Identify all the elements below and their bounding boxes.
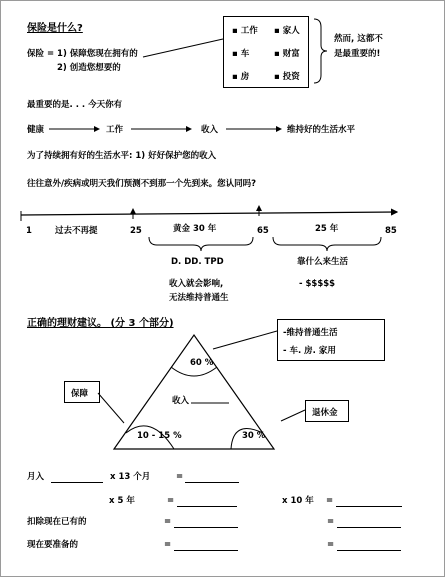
- retirement-years-brace: [273, 237, 381, 251]
- calc-eq-6: =: [164, 540, 172, 550]
- asset-wealth: 财富: [282, 49, 300, 59]
- calc-eq-7: =: [327, 540, 335, 550]
- calc-x10: x 10 年: [282, 496, 314, 506]
- protection-label: 保障: [71, 389, 89, 399]
- retirement-label: 退休金: [312, 408, 338, 418]
- chain-health: 健康: [27, 125, 45, 135]
- calc-eq-1: =: [176, 472, 184, 482]
- accident-text: 往往意外/疾病或明天我们预测不到那一个先到来。您认同吗?: [27, 179, 257, 189]
- calc-eq-3: =: [326, 496, 334, 506]
- calc-x13: x 13 个月: [110, 472, 151, 482]
- rely-text: 靠什么来生活: [297, 257, 349, 267]
- living-callout: [213, 331, 277, 349]
- living-line-1: -维持普通生活: [283, 328, 338, 338]
- asset-work: 工作: [240, 26, 258, 36]
- timeline-late: 25 年: [315, 224, 339, 234]
- pyramid-top-arc: [171, 367, 217, 376]
- retirement-callout: [281, 410, 305, 421]
- line-art: [1, 1, 444, 576]
- pyramid-top-pct: 60 %: [190, 358, 214, 368]
- protection-callout: [98, 393, 124, 423]
- pyramid-right-arc: [231, 429, 266, 449]
- asset-family: 家人: [282, 26, 300, 36]
- timeline-axis: [21, 212, 397, 215]
- pyramid-right-pct: 30 %: [242, 431, 266, 441]
- pyramid-outline: [114, 335, 274, 449]
- effect-line-1: 收入就会影响,: [169, 279, 224, 289]
- asset-car: 车: [240, 49, 250, 59]
- effect-line-2: 无法维持普通生: [169, 293, 229, 303]
- asset-house: 房: [240, 72, 250, 82]
- tick-25: 25: [130, 226, 142, 236]
- intro-to-assets-connector: [143, 39, 223, 57]
- calc-deduct-label: 扣除现在已有的: [27, 517, 87, 527]
- chain-work: 工作: [106, 125, 124, 135]
- page-title: 保险是什么?: [27, 23, 83, 34]
- advice-title: 正确的理财建议。 (分 3 个部分): [27, 318, 174, 329]
- money-text: - $$$$$: [299, 279, 336, 289]
- calc-prepare-label: 现在要准备的: [27, 540, 79, 550]
- tick-85: 85: [385, 226, 397, 236]
- pyramid-income: 收入: [172, 396, 190, 406]
- calc-x5: x 5 年: [109, 496, 135, 506]
- timeline-golden: 黄金 30 年: [173, 224, 217, 234]
- intro-line-2: 2) 创造您想要的: [57, 63, 121, 73]
- assets-brace: [314, 19, 327, 83]
- most-important-text: 最重要的是. . . 今天你有: [27, 100, 123, 110]
- chain-income: 收入: [201, 125, 219, 135]
- tick-65: 65: [257, 226, 269, 236]
- side-note-line-2: 是最重要的!: [334, 49, 381, 59]
- risks-text: D. DD. TPD: [171, 257, 224, 267]
- intro-line-1: 保险 = 1) 保障您现在拥有的: [27, 49, 138, 59]
- timeline-past: 过去不再提: [55, 226, 98, 236]
- side-note-line-1: 然而, 这都不: [334, 34, 383, 44]
- assets-box: ▪ 工作 ▪ 家人 ▪ 车 ▪ 财富 ▪ 房 ▪ 投资: [223, 16, 309, 88]
- asset-invest: 投资: [282, 72, 300, 82]
- maintain-text: 为了持续拥有好的生活水平: 1) 好好保护您的收入: [27, 151, 217, 161]
- tick-1: 1: [26, 226, 32, 236]
- chain-living-standard: 维持好的生活水平: [287, 125, 356, 135]
- calc-eq-4: =: [164, 517, 172, 527]
- living-line-2: - 车. 房. 家用: [283, 346, 336, 356]
- calc-monthly-label: 月入: [27, 472, 45, 482]
- pyramid-left-pct: 10 - 15 %: [137, 431, 182, 441]
- calc-eq-2: =: [167, 496, 175, 506]
- golden-years-brace: [149, 237, 253, 251]
- pyramid-left-arc: [126, 426, 174, 449]
- calc-eq-5: =: [327, 517, 335, 527]
